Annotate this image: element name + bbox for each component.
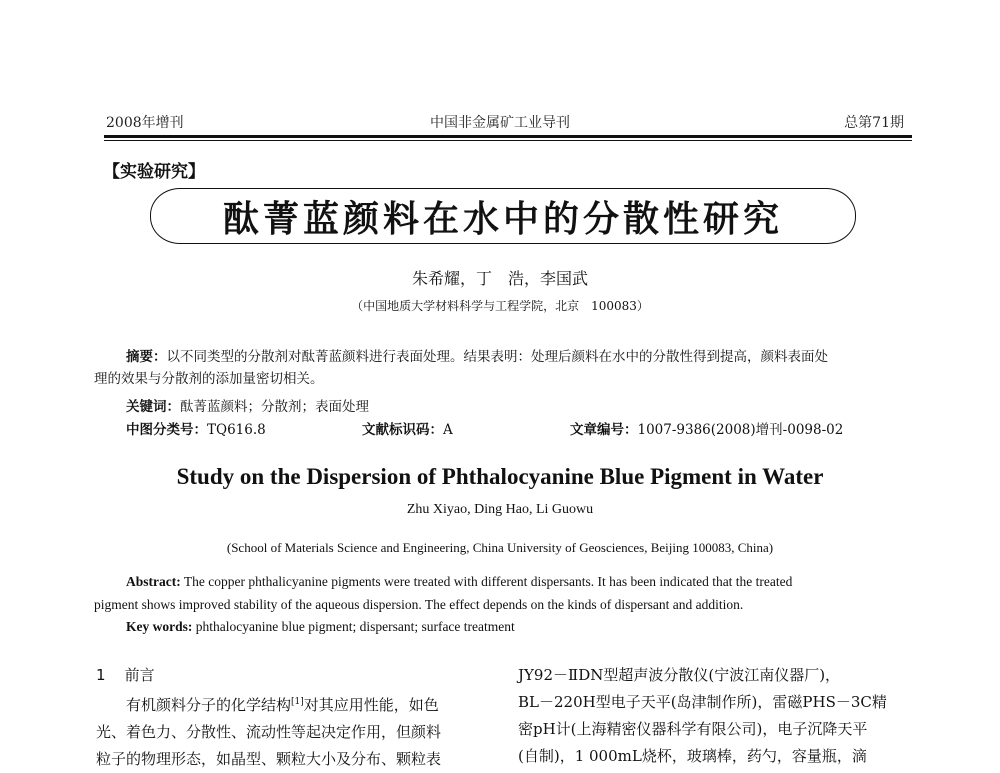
keywords-en bbox=[126, 619, 515, 635]
abstract-zh-line-1 bbox=[120, 346, 915, 368]
paper-title-en: Study on the Dispersion of Phthalocyanine Blue Pigment in Water bbox=[176, 464, 824, 489]
abstract-zh-text-1: 以不同类型的分散剂对酞菁蓝颜料进行表面处理。结果表明：处理后颜料在水中的分散性得到提高，颜料表面处 bbox=[166, 349, 828, 365]
clc-value: TQ616.8 bbox=[207, 422, 266, 438]
running-header-issue: 总第71期 bbox=[844, 115, 904, 131]
abstract-zh-line-2: 理的效果与分散剂的添加量密切相关。 bbox=[94, 371, 324, 387]
header-rule-thick bbox=[104, 135, 912, 138]
running-header-journal: 中国非金属矿工业导刊 bbox=[430, 115, 570, 131]
citation-ref: [1] bbox=[291, 697, 304, 707]
document-code-value: A bbox=[443, 422, 453, 438]
section-tag: 【实验研究】 bbox=[103, 162, 205, 182]
abstract-en-label: Abstract: bbox=[126, 574, 181, 589]
body-right-line-2: BL－220H型电子天平(岛津制作所)，雷磁PHS－3C精 bbox=[518, 693, 887, 711]
keywords-en-text: phthalocyanine blue pigment; dispersant; surface treatment bbox=[195, 619, 515, 634]
section-number: 1 bbox=[96, 666, 106, 684]
abstract-zh bbox=[94, 346, 915, 390]
abstract-zh-label: 摘要： bbox=[126, 349, 167, 365]
document-code-label: 文献标识码： bbox=[362, 422, 443, 438]
title-frame bbox=[150, 188, 856, 244]
body-column-right bbox=[518, 662, 918, 770]
abstract-en-text-1: The copper phthalicyanine pigments were treated with different dispersants. It has been indicated that the treated bbox=[183, 574, 793, 589]
abstract-en-line-2: pigment shows improved stability of the aqueous dispersion. The effect depends on the kinds of dispersant and addition. bbox=[94, 597, 744, 612]
article-number-value: 1007-9386(2008)增刊-0098-02 bbox=[637, 422, 844, 438]
clc-label: 中图分类号： bbox=[126, 422, 207, 438]
keywords-zh bbox=[126, 395, 369, 415]
body-left-line-2: 光、着色力、分散性、流动性等起决定作用，但颜料 bbox=[96, 723, 442, 741]
authors-en: Zhu Xiyao, Ding Hao, Li Guowu bbox=[406, 502, 594, 517]
paper-title-zh: 酞菁蓝颜料在水中的分散性研究 bbox=[222, 198, 783, 240]
keywords-en-label: Key words: bbox=[126, 619, 193, 634]
body-right-line-4: (自制)，1 000mL烧杯，玻璃棒，药勺，容量瓶，滴 bbox=[518, 747, 867, 765]
abstract-en bbox=[94, 570, 916, 616]
authors-zh: 朱希耀，丁 浩，李国武 bbox=[411, 269, 588, 288]
article-number bbox=[570, 418, 843, 438]
affiliation-en: (School of Materials Science and Engineering, China University of Geosciences, Beijing 100083, China) bbox=[226, 540, 774, 555]
body-left-line-3: 粒子的物理形态，如晶型、颗粒大小及分布、颗粒表 bbox=[96, 750, 442, 768]
affiliation-zh: （中国地质大学材料科学与工程学院，北京 100083） bbox=[351, 299, 649, 313]
article-number-label: 文章编号： bbox=[570, 422, 638, 438]
document-code bbox=[362, 418, 453, 438]
section-heading-1 bbox=[96, 662, 494, 689]
section-title: 前言 bbox=[124, 666, 155, 684]
clc-number bbox=[126, 418, 266, 438]
running-header-left: 2008年增刊 bbox=[106, 115, 184, 131]
keywords-zh-text: 酞菁蓝颜料；分散剂；表面处理 bbox=[180, 399, 369, 415]
keywords-zh-label: 关键词： bbox=[126, 399, 180, 415]
body-left-line-1a: 有机颜料分子的化学结构 bbox=[126, 696, 292, 714]
body-right-line-3: 密pH计(上海精密仪器科学有限公司)，电子沉降天平 bbox=[518, 720, 868, 738]
header-rule-thin bbox=[104, 140, 912, 141]
body-left-line-1 bbox=[96, 689, 494, 719]
body-right-line-1: JY92－ⅡDN型超声波分散仪(宁波江南仪器厂)， bbox=[518, 666, 841, 684]
body-column-left bbox=[96, 662, 494, 773]
abstract-en-line-1 bbox=[94, 570, 916, 593]
body-left-line-1b: 对其应用性能，如色 bbox=[303, 696, 439, 714]
